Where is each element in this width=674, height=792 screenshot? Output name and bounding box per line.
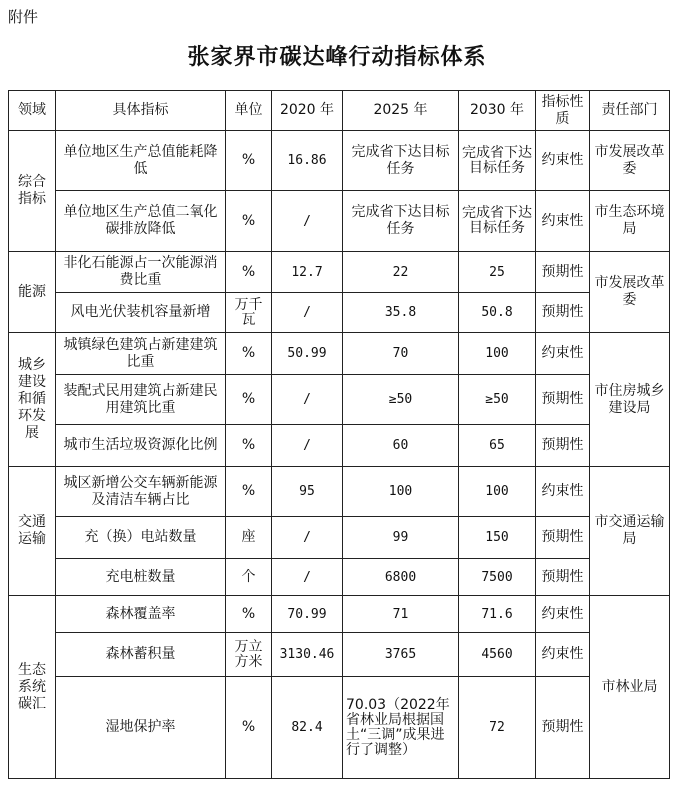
domain-cell: 生态系统碳汇 [9,596,56,779]
department-cell: 市发展改革委 [590,131,670,191]
table-row [9,293,670,333]
unit-cell: % [226,596,272,633]
indicator-cell: 单位地区生产总值二氧化碳排放降低 [56,191,226,252]
indicator-cell: 城区新增公交车辆新能源及清洁车辆占比 [56,467,226,517]
value-2030-cell: 100 [459,333,536,375]
value-2020-cell: 50.99 [272,333,343,375]
value-2025-cell: 100 [343,467,459,517]
table-row [9,191,670,252]
department-cell: 市交通运输局 [590,467,670,596]
department-cell: 市住房城乡建设局 [590,333,670,467]
value-2020-cell: 70.99 [272,596,343,633]
indicator-cell: 城市生活垃圾资源化比例 [56,425,226,467]
header-domain: 领域 [9,91,56,131]
indicator-cell: 装配式民用建筑占新建民用建筑比重 [56,375,226,425]
indicator-cell: 充（换）电站数量 [56,517,226,559]
table-row [9,425,670,467]
nature-cell: 预期性 [536,677,590,779]
value-2030-cell: 4560 [459,633,536,677]
value-2020-cell: 16.86 [272,131,343,191]
value-2030-cell: ≥50 [459,375,536,425]
unit-cell: % [226,677,272,779]
unit-cell: % [226,191,272,252]
unit-cell: 万千瓦 [226,293,272,333]
value-2025-cell: 3765 [343,633,459,677]
value-2020-cell: 3130.46 [272,633,343,677]
value-2020-cell: 95 [272,467,343,517]
domain-cell: 能源 [9,252,56,333]
header-2025: 2025 年 [343,91,459,131]
table-row [9,677,670,779]
domain-cell: 综合指标 [9,131,56,252]
table-row [9,559,670,596]
department-cell: 市发展改革委 [590,252,670,333]
value-2025-cell: 71 [343,596,459,633]
unit-cell: % [226,467,272,517]
nature-cell: 约束性 [536,633,590,677]
unit-cell: 万立方米 [226,633,272,677]
header-row [9,91,670,131]
header-unit: 单位 [226,91,272,131]
header-nature: 指标性质 [536,91,590,131]
value-2020-cell: / [272,375,343,425]
table-row [9,333,670,375]
domain-cell: 交通运输 [9,467,56,596]
value-2025-cell: 完成省下达目标任务 [343,131,459,191]
header-2020: 2020 年 [272,91,343,131]
value-2030-cell: 100 [459,467,536,517]
domain-cell: 城乡建设和循环发展 [9,333,56,467]
nature-cell: 约束性 [536,333,590,375]
indicator-table [8,90,670,779]
value-2030-cell: 150 [459,517,536,559]
nature-cell: 预期性 [536,293,590,333]
nature-cell: 预期性 [536,517,590,559]
value-2030-cell: 72 [459,677,536,779]
value-2025-cell: 99 [343,517,459,559]
table-row [9,375,670,425]
nature-cell: 约束性 [536,191,590,252]
indicator-cell: 非化石能源占一次能源消费比重 [56,252,226,293]
header-department: 责任部门 [590,91,670,131]
indicator-cell: 充电桩数量 [56,559,226,596]
nature-cell: 预期性 [536,252,590,293]
value-2030-cell: 71.6 [459,596,536,633]
indicator-cell: 单位地区生产总值能耗降低 [56,131,226,191]
value-2025-cell: 完成省下达目标任务 [343,191,459,252]
value-2025-cell: 6800 [343,559,459,596]
department-cell: 市生态环境局 [590,191,670,252]
attachment-label: 附件 [8,8,39,26]
unit-cell: % [226,375,272,425]
table-row [9,131,670,191]
nature-cell: 约束性 [536,596,590,633]
value-2025-cell: 70 [343,333,459,375]
table-row [9,596,670,633]
indicator-cell: 森林蓄积量 [56,633,226,677]
indicator-cell: 森林覆盖率 [56,596,226,633]
unit-cell: % [226,333,272,375]
department-cell: 市林业局 [590,596,670,779]
value-2030-cell: 完成省下达目标任务 [459,191,536,252]
value-2020-cell: / [272,425,343,467]
nature-cell: 约束性 [536,131,590,191]
unit-cell: % [226,252,272,293]
value-2020-cell: / [272,191,343,252]
unit-cell: 个 [226,559,272,596]
value-2025-cell: ≥50 [343,375,459,425]
value-2030-cell: 25 [459,252,536,293]
value-2025-cell: 22 [343,252,459,293]
value-2020-cell: / [272,559,343,596]
value-2025-cell: 35.8 [343,293,459,333]
value-2030-cell: 7500 [459,559,536,596]
nature-cell: 预期性 [536,425,590,467]
value-2020-cell: 82.4 [272,677,343,779]
indicator-cell: 湿地保护率 [56,677,226,779]
value-2025-cell: 60 [343,425,459,467]
unit-cell: % [226,131,272,191]
nature-cell: 预期性 [536,559,590,596]
value-2020-cell: / [272,293,343,333]
table-row [9,633,670,677]
nature-cell: 预期性 [536,375,590,425]
value-2030-cell: 50.8 [459,293,536,333]
table-row [9,467,670,517]
value-2030-cell: 65 [459,425,536,467]
header-2030: 2030 年 [459,91,536,131]
value-2020-cell: / [272,517,343,559]
indicator-cell: 风电光伏装机容量新增 [56,293,226,333]
indicator-cell: 城镇绿色建筑占新建建筑比重 [56,333,226,375]
table-row [9,252,670,293]
value-2020-cell: 12.7 [272,252,343,293]
nature-cell: 约束性 [536,467,590,517]
header-indicator: 具体指标 [56,91,226,131]
unit-cell: % [226,425,272,467]
value-2025-cell: 70.03（2022年省林业局根据国土“三调”成果进行了调整） [343,677,459,779]
unit-cell: 座 [226,517,272,559]
table-row [9,517,670,559]
document-title: 张家界市碳达峰行动指标体系 [187,44,487,70]
value-2030-cell: 完成省下达目标任务 [459,131,536,191]
